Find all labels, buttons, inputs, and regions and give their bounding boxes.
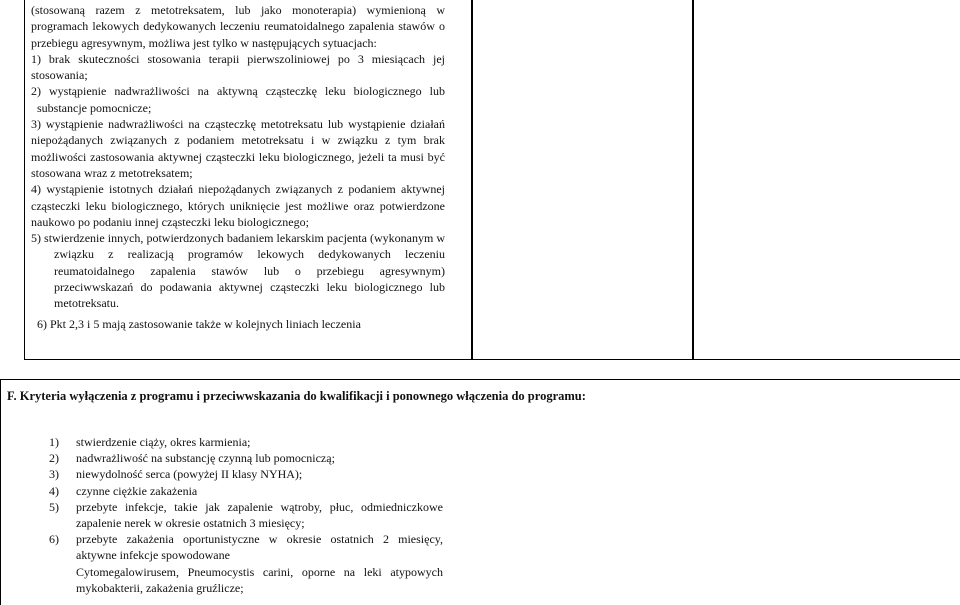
list-item: [49, 466, 443, 482]
intro-paragraph: (stosowaną razem z metotreksatem, lub jako monoterapia) wymienioną w programach lekowych dedykowanych leczeniu reumatoidalnego zapalenia stawów o przebiegu agresywnym, możliwa jest tylko w następujących sytuacjach:: [31, 3, 445, 50]
list-item-number: 3): [49, 467, 59, 482]
criteria-item-6: 6) Pkt 2,3 i 5 mają zastosowanie także w kolejnych liniach leczenia: [37, 316, 361, 331]
list-item-continuation: Cytomegalowirusem, Pneumocystis carini, oporne na leki atypowych mykobakterii, zakażenia gruźlicze;: [76, 564, 443, 595]
criteria-item-4: 4) wystąpienie istotnych działań niepożądanych związanych z podaniem aktywnej cząsteczki leku biologicznego, których uniknięcie jest możliwe oraz potwierdzone naukowo po podaniu innej cząsteczki leku biologicznego;: [31, 182, 445, 229]
criteria-item-5: 5) stwierdzenie innych, potwierdzonych badaniem lekarskim pacjenta (wykonanym w związku z realizacją programów lekowych dedykowanych leczeniu reumatoidalnego zapalenia stawów lub o przebiegu agresywnym) przeciwwskazań do podawania aktywnej cząsteczki leku biologicznego lub metotreksatu.: [31, 231, 445, 311]
list-item-number: 4): [49, 483, 59, 498]
list-item-text: stwierdzenie ciąży, okres karmienia;: [76, 435, 251, 449]
list-item: [49, 483, 443, 499]
list-item-text: przebyte infekcje, takie jak zapalenie wątroby, płuc, odmiedniczkowe zapalenie nerek w okresie ostatnich 3 miesięcy;: [76, 499, 443, 531]
table-cell-middle: [471, 0, 694, 360]
criteria-item-3: 3) wystąpienie nadwrażliwości na cząsteczkę metotreksatu lub wystąpienie działań niepożądanych związanych z podaniem metotreksatu i w związku z tym brak możliwości zastosowania aktywnej cząsteczki leku biologicznego, jeżeli ta musi być stosowana wraz z metotreksatem;: [31, 117, 445, 180]
list-item-number: 2): [49, 451, 59, 466]
list-item-text: czynne ciężkie zakażenia: [76, 483, 198, 498]
criteria-item-2: 2) wystąpienie nadwrażliwości na aktywną cząsteczkę leku biologicznego lub substancje pomocnicze;: [31, 84, 445, 115]
list-item-text: niewydolność serca (powyżej II klasy NYHA);: [76, 467, 303, 482]
list-item-text: przebyte zakażenia oportunistyczne w okresie ostatnich 2 miesięcy, aktywne infekcje spowodowane: [76, 532, 443, 563]
list-item-number: 1): [49, 435, 59, 449]
list-item-number: 6): [49, 532, 59, 547]
list-item: [49, 531, 443, 596]
exclusion-list: [49, 434, 443, 596]
list-item: [49, 434, 443, 450]
list-item-text: nadwrażliwość na substancję czynną lub pomocniczą;: [76, 451, 335, 466]
list-item-number: 5): [49, 499, 59, 514]
list-item: [49, 499, 443, 531]
table-cell-right: [692, 0, 960, 360]
criteria-item-1: 1) brak skuteczności stosowania terapii pierwszoliniowej po 3 miesiącach jej stosowania;: [31, 51, 445, 83]
continuation-text-block: [31, 2, 445, 332]
section-f-heading: F. Kryteria wyłączenia z programu i przeciwwskazania do kwalifikacji i ponownego włączenia do programu:: [7, 389, 586, 403]
list-item: [49, 450, 443, 466]
